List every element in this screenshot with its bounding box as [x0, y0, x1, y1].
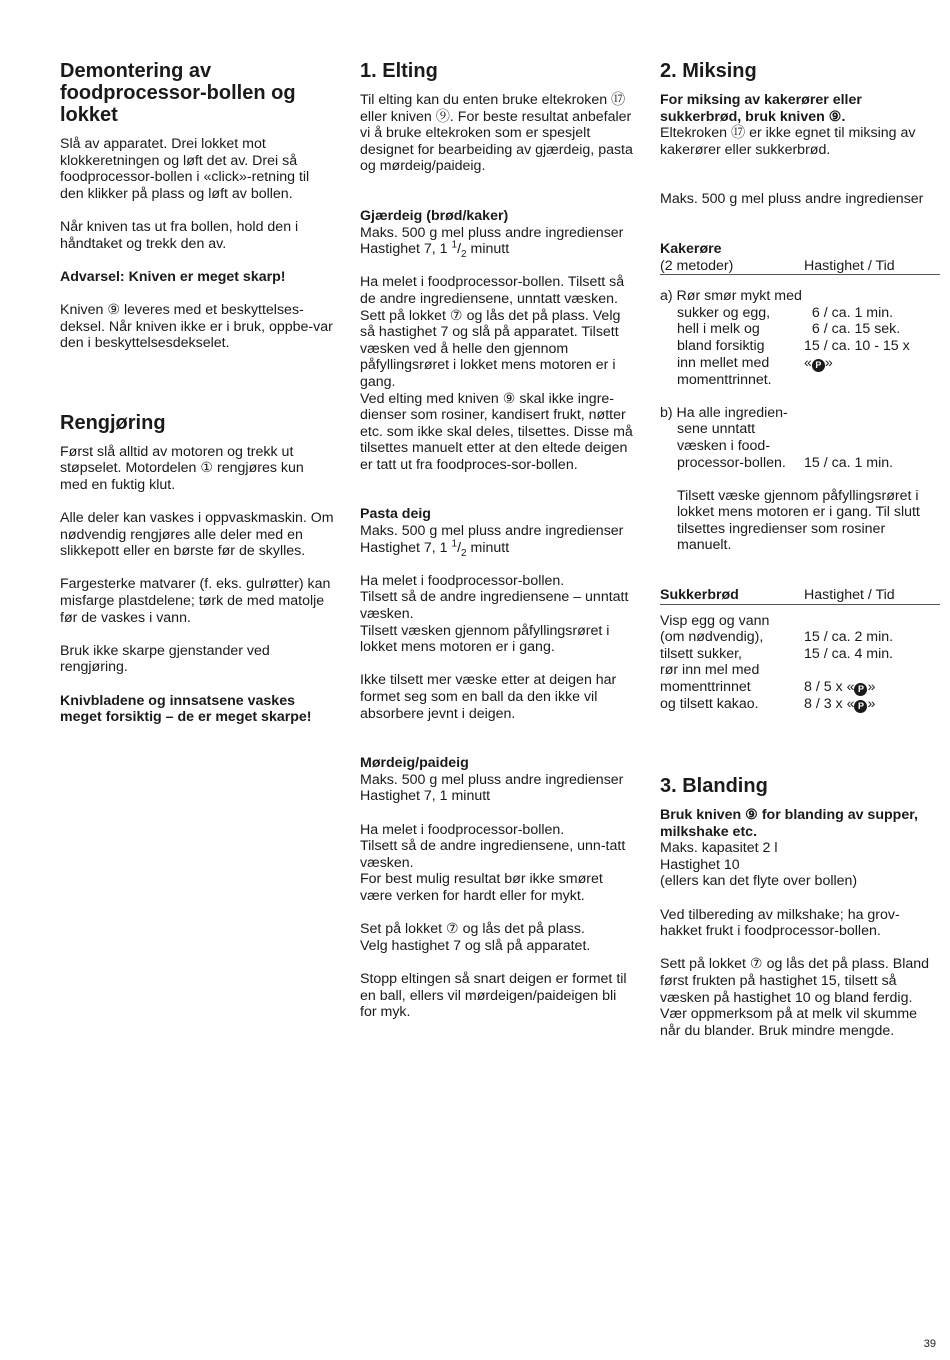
heading-demontering: Demontering av foodprocessor-bollen og lokket: [60, 60, 296, 126]
method-b-rows: [660, 421, 938, 471]
row-value: 6 / ca. 15 sek.: [804, 321, 901, 338]
paragraph: Når kniven tas ut fra bollen, hold den i håndtaket og trekk den av.: [60, 218, 299, 252]
row-label: tilsett sukker,: [660, 645, 743, 662]
row-value: [804, 662, 938, 679]
table-row: [660, 696, 938, 713]
row-value: « P »: [804, 354, 833, 371]
table-row: [660, 421, 938, 438]
row-label: sukker og egg,: [677, 304, 771, 321]
paragraph: Fargesterke matvarer (f. eks. gulrøtter) kan misfarge plastdelene; tørk de med matolje før de vaskes i vann.: [60, 576, 331, 626]
column-middle: [360, 60, 635, 1021]
row-label: Visp egg og vann: [660, 612, 770, 629]
paragraph-bold: Bruk kniven ⑨ for blanding av supper, milkshake etc.: [660, 807, 918, 840]
paragraph: Først slå alltid av motoren og trekk ut støpselet. Motordelen ① rengjøres kun med en fuktig klut.: [60, 443, 304, 493]
table-row: [660, 613, 938, 630]
table-row: [660, 438, 938, 455]
subheading-pasta: Pasta deig: [360, 506, 431, 523]
table-row: [660, 372, 938, 389]
row-label: og tilsett kakao.: [660, 696, 759, 713]
speed-line: Hastighet 7, 1 minutt: [360, 788, 491, 805]
row-value: [804, 421, 938, 438]
row-value: 15 / ca. 2 min.: [804, 629, 894, 646]
table-row: [660, 679, 938, 696]
paragraph: Ha melet i foodprocessor-bollen. Tilsett så de andre ingrediensene, unntatt væsken. Sett på lokket ⑦ og lås det på plass. Velg så hastighet 7 og slå på apparatet. Tilsett væsken ved å helle den gjennom påfyllingsrøret i lokket mens motoren er i gang. Ved elting med kniven ⑨ skal ikke ingre-dienser som rosiner, kandisert frukt, nøtter etc. som ikke skal deles, tilsettes. Disse må tilsettes manuelt etter at den eltede deigen er tatt ut fra foodproces-sor-bollen.: [360, 274, 633, 473]
table-row: [660, 305, 938, 322]
row-label: bland forsiktig: [677, 337, 765, 354]
row-label: (om nødvendig),: [660, 629, 764, 646]
paragraph: Ha melet i foodprocessor-bollen. Tilsett så de andre ingrediensene – unntatt væsken. Tilsett væsken gjennom påfyllingsrøret i lokket mens motoren er i gang.: [360, 572, 629, 656]
paragraph: Alle deler kan vaskes i oppvaskmaskin. Om nødvendig rengjøres alle deler med en slikkepott eller en børste før de skylles.: [60, 510, 334, 560]
row-label: væsken i food-: [677, 437, 771, 454]
table-row: [660, 338, 938, 355]
row-value: 15 / ca. 1 min.: [804, 454, 894, 471]
paragraph: Kniven ⑨ leveres med et beskyttelses-deksel. Når kniven ikke er i bruk, oppbe-var den i beskyttelsesdekselet.: [60, 301, 333, 352]
heading-rengjoring: Rengjøring: [60, 411, 166, 434]
row-label: inn mellet med: [677, 354, 770, 371]
row-label: hell i melk og: [677, 321, 760, 338]
paragraph: Til elting kan du enten bruke eltekroken ⑰ eller kniven ⑨. For beste resultat anbefaler vi å bruke eltekroken som er spesjelt designet for bearbeiding av gjærdeig, pasta og mørdeig/paideig.: [360, 92, 633, 175]
column-left: [60, 60, 335, 726]
table-row: [660, 629, 938, 646]
pulse-icon: P: [812, 359, 825, 372]
paragraph: Stopp eltingen så snart deigen er formet til en ball, ellers vil mørdeigen/paideigen bli for myk.: [360, 970, 627, 1021]
table-row: [660, 646, 938, 663]
row-value: 8 / 3 x « P »: [804, 696, 876, 713]
paragraph: Maks. 500 g mel pluss andre ingredienser: [360, 224, 624, 241]
paragraph: Maks. 500 g mel pluss andre ingredienser: [360, 771, 624, 788]
paragraph: Eltekroken ⑰ er ikke egnet til miksing av kakerører eller sukkerbrød.: [660, 125, 916, 158]
table-row: [660, 662, 938, 679]
row-value: 6 / ca. 1 min.: [804, 304, 894, 321]
paragraph: Sett på lokket ⑦ og lås det på plass. Bland først frukten på hastighet 15, tilsett så væsken på hastighet 10 og bland ferdig. Vær oppmerksom på at melk vil skumme når du blander. Bruk mindre mengde.: [660, 956, 930, 1039]
method-a-rows: [660, 305, 938, 388]
paragraph: Maks. 500 g mel pluss andre ingredienser: [360, 523, 624, 540]
paragraph: Ha melet i foodprocessor-bollen. Tilsett så de andre ingrediensene, unn-tatt væsken. For best mulig resultat bør ikke smøret være verken for hardt eller for mykt.: [360, 821, 626, 904]
method-b: b) Ha alle ingredien-: [660, 404, 788, 421]
row-label: momenttrinnet.: [677, 371, 772, 388]
speed-line: Hastighet 7, 1 $^1/_2$ minutt: [360, 239, 510, 260]
subheading-kakerore: Kakerøre: [660, 240, 722, 257]
pulse-icon: P: [854, 700, 867, 713]
row-label: processor-bollen.: [677, 454, 786, 471]
heading-blanding: 3. Blanding: [660, 775, 768, 798]
paragraph: Maks. kapasitet 2 l Hastighet 10 (ellers kan det flyte over bollen): [660, 840, 858, 890]
row-value: [804, 372, 938, 389]
row-value: 8 / 5 x « P »: [804, 679, 876, 696]
paragraph: Bruk ikke skarpe gjenstander ved rengjøring.: [60, 642, 270, 676]
speed-line: Hastighet 7, 1 $^1/_2$ minutt: [360, 537, 510, 559]
paragraph-bold: For miksing av kakerører eller sukkerbrød, bruk kniven ⑨.: [660, 92, 862, 125]
row-value: 15 / ca. 10 - 15 x: [804, 337, 910, 354]
table-row: [660, 355, 938, 372]
table-row: [660, 455, 938, 472]
sukkerbrod-rows: [660, 613, 938, 713]
paragraph: Maks. 500 g mel pluss andre ingredienser: [660, 191, 924, 208]
pulse-icon: P: [854, 683, 867, 696]
page-number: 39: [923, 1338, 936, 1350]
warning-text: Advarsel: Kniven er meget skarp!: [60, 268, 286, 285]
paragraph: Ikke tilsett mer væske etter at deigen har formet seg som en ball da den ikke vil absorbere jevnt i deigen.: [360, 672, 617, 722]
table-header: Sukkerbrød Hastighet / Tid: [660, 587, 940, 605]
method-a: a) Rør smør mykt med: [660, 288, 802, 305]
paragraph: Ved tilbereding av milkshake; ha grov-hakket frukt i foodprocessor-bollen.: [660, 906, 900, 940]
row-value: [804, 613, 938, 630]
heading-elting: 1. Elting: [360, 60, 438, 82]
row-label: rør inn mel med: [660, 662, 760, 679]
table-header: (2 metoder) Hastighet / Tid: [660, 258, 940, 276]
subheading-gjaerdeig: Gjærdeig (brød/kaker): [360, 207, 509, 224]
row-value: 15 / ca. 4 min.: [804, 645, 894, 662]
row-label: sene unntatt: [677, 421, 756, 438]
warning-text: Knivbladene og innsatsene vaskes meget forsiktig – de er meget skarpe!: [60, 692, 312, 726]
heading-miksing: 2. Miksing: [660, 60, 757, 82]
paragraph: Slå av apparatet. Drei lokket mot klokkeretningen og løft det av. Drei så foodprocessor-bollen i «click»-retning til den klikker på plass og løft av bollen.: [60, 136, 310, 202]
subheading-mordeig: Mørdeig/paideig: [360, 755, 469, 772]
paragraph: Set på lokket ⑦ og lås det på plass. Velg hastighet 7 og slå på apparatet.: [360, 921, 591, 954]
row-value: [804, 438, 938, 455]
paragraph: Tilsett væske gjennom påfyllingsrøret i lokket mens motoren er i gang. Til slutt tilsettes ingredienser som rosiner manuelt.: [677, 487, 920, 554]
row-label: momenttrinnet: [660, 679, 751, 696]
table-row: [660, 321, 938, 338]
column-right: [660, 60, 938, 1039]
